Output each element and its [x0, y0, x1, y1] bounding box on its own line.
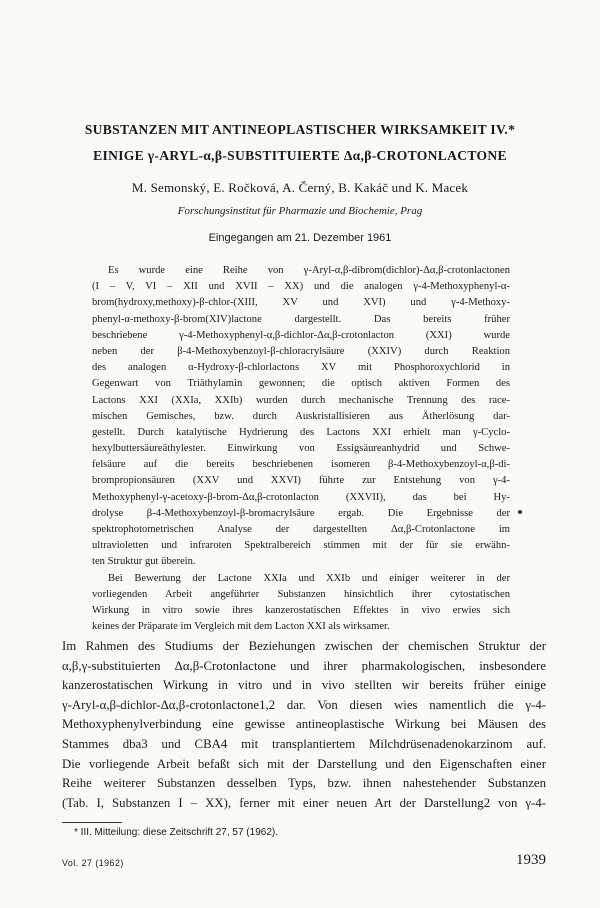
abstract-line: Methoxyphenyl-γ-acetoxy-β-brom-Δα,β-crotonlacton (XXVII), das bei Hy-: [92, 491, 510, 503]
body-line: α,β,γ-substituierten Δα,β-Crotonlactone und ihrer pharmakologischen, insbesondere: [62, 658, 546, 673]
footnote: * III. Mitteilung: diese Zeitschrift 27, 57 (1962).: [74, 827, 278, 838]
authors: M. Semonský, E. Ročková, A. Černý, B. Kakáč und K. Macek: [131, 180, 469, 195]
abstract-line: brompropionsäuren (XXV und XXVI) führte zur Entstehung von γ-4-: [92, 475, 510, 487]
abstract-line: spektrophotometrischen Analyse der dargestellten Δα,β-Crotonlactone im: [92, 524, 510, 535]
abstract: [92, 263, 510, 635]
abstract-line: Lactons XXI (XXIa, XXIb) wurden durch mechanische Trennung des race-: [92, 394, 510, 406]
abstract-line: phenyl-α-methoxy-β-brom(XIV)lactone dargestellt. Das bereits früher: [92, 313, 510, 325]
footnote-rule: [62, 822, 122, 823]
abstract-line: vorliegenden Arbeit angeführter Substanzen hinsichtlich ihrer cytostatischen: [92, 588, 510, 600]
margin-mark: [518, 510, 522, 514]
abstract-line: Bei Bewertung der Lactone XXIa und XXIb und einiger weiterer in der: [108, 572, 510, 584]
abstract-line: des analogen α-Hydroxy-β-chlorlactons XV mit Phosphoroxychlorid in: [92, 362, 510, 374]
title-line-1: SUBSTANZEN MIT ANTINEOPLASTISCHER WIRKSAMKEIT IV.*: [84, 122, 516, 137]
abstract-line: Es wurde eine Reihe von γ-Aryl-α,β-dibrom(dichlor)-Δα,β-crotonlactonen: [108, 265, 510, 276]
title-line-2: EINIGE γ-ARYL-α,β-SUBSTITUIERTE Δα,β-CROTONLACTONE: [93, 148, 507, 163]
abstract-line: keines der Präparate im Vergleich mit dem Lacton XXI als wirksamer.: [92, 621, 390, 633]
body-line: Die vorliegende Arbeit befaßt sich mit der Darstellung und den Eigenschaften einer: [62, 756, 546, 771]
received-date: Eingegangen am 21. Dezember 1961: [208, 232, 392, 244]
abstract-line: (I – V, VI – XII und XVII – XX) und die analogen γ-4-Methoxyphenyl-α-: [92, 281, 510, 293]
abstract-line: felsäure auf die bereits beschriebenen isomeren β-4-Methoxybenzoyl-α,β-di-: [92, 459, 510, 471]
abstract-line: ten Struktur gut überein.: [92, 556, 196, 568]
page-number: 1939: [516, 852, 546, 868]
volume-info: Vol. 27 (1962): [62, 858, 124, 868]
abstract-line: neben der β-4-Methoxybenzoyl-β-chloracrylsäure (XXIV) durch Reaktion: [92, 345, 510, 357]
body-line: γ-Aryl-α,β-dichlor-Δα,β-crotonlactone1,2 dar. Von diesen wies namentlich die γ-4-: [62, 697, 546, 712]
abstract-line: Wirkung in vitro sowie ihres kanzerostatischen Effektes in vivo erwies sich: [92, 604, 510, 616]
abstract-line: beschriebene γ-4-Methoxyphenyl-α,β-dichlor-Δα,β-crotonlacton (XXI) wurde: [92, 329, 510, 341]
abstract-line: Gegenwart von Triäthylamin gewonnen; die optisch aktiven Formen des: [92, 378, 510, 390]
abstract-line: gestellt. Durch katalytische Hydrierung des Lactons XXI erhielt man γ-Cyclo-: [92, 426, 510, 438]
abstract-line: mischen Gemisches, bzw. durch Auskristallisieren aus Ätherlösung dar-: [92, 410, 510, 422]
abstract-line: hexylbuttersäureäthylester. Einwirkung von Essigsäureanhydrid und Schwe-: [92, 443, 510, 455]
body-line: kanzerostatischen Wirkung in vitro und in vivo stellten wir bereits früher einige: [62, 678, 546, 693]
body-line: (Tab. I, Substanzen I – XX), ferner mit einer neuen Art der Darstellung2 von γ-4-: [62, 795, 546, 810]
body-line: Reihe weiterer Substanzen desselben Typs, bzw. ihnen nahestehender Substanzen: [62, 776, 546, 791]
institute: Forschungsinstitut für Pharmazie und Biochemie, Prag: [177, 205, 423, 217]
body-line: Methoxyphenylverbindung eine gewisse antineoplastische Wirkung bei Mäusen des: [62, 717, 546, 732]
body-line: Stammes dba3 und CBA4 mit transplantiertem Milchdrüsenadenokarzinom auf.: [62, 736, 546, 751]
abstract-line: drolyse β-4-Methoxybenzoyl-β-bromacrylsäure ergab. Die Ergebnisse der: [92, 507, 510, 519]
body-text: [62, 637, 546, 813]
body-line: Im Rahmen des Studiums der Beziehungen zwischen der chemischen Struktur der: [62, 639, 546, 653]
abstract-line: ultravioletten und infraroten Spektralbereich stimmen mit der für sie erwähn-: [92, 540, 510, 552]
abstract-line: brom(hydroxy,methoxy)-β-chlor-(XIII, XV und XVI) und γ-4-Methoxy-: [92, 297, 510, 309]
